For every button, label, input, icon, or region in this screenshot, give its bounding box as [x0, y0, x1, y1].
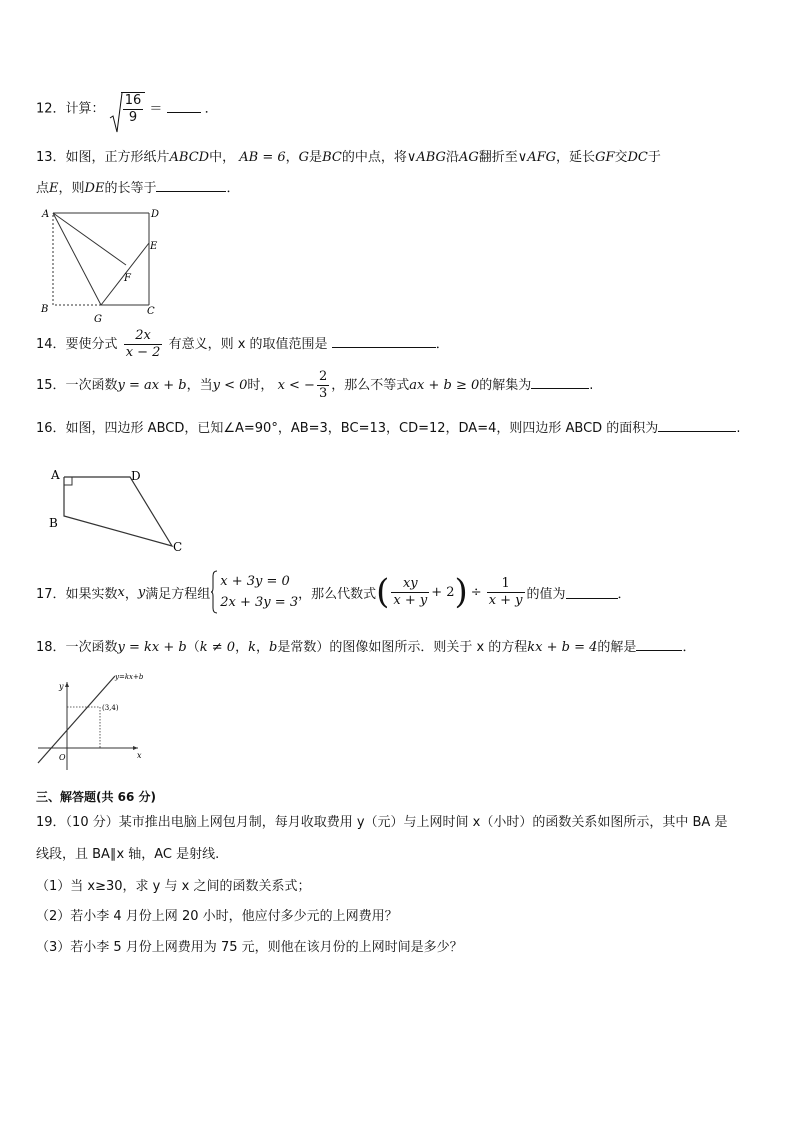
q13-square-figure: [38, 205, 168, 325]
q17-text: 17．如果实数: [36, 586, 118, 602]
q15-end: .: [589, 378, 594, 393]
q13-text: ，则: [58, 181, 85, 196]
right-paren-icon: ): [454, 572, 468, 612]
q18-y-label: y: [59, 682, 64, 691]
q15-text: 时，: [247, 378, 274, 393]
q18-k: k: [248, 640, 256, 655]
question-16: [36, 417, 740, 436]
q15-function: y = ax + b: [117, 378, 187, 393]
q18-function: y = kx + b: [117, 640, 187, 655]
q13-text: ，延长: [556, 150, 596, 165]
q17-y: y: [137, 584, 146, 600]
q13-text: 13．如图，正方形纸片: [36, 150, 170, 165]
q18-line-label: y=kx+b: [115, 673, 144, 681]
question-14: [36, 328, 449, 361]
q18-sep: ，: [235, 640, 249, 655]
q13-text: 翻折至: [478, 150, 518, 165]
radical-sign-icon: [109, 92, 123, 134]
question-17: [36, 570, 631, 614]
q13-bc: BC: [322, 150, 342, 165]
q13-answer-blank: [156, 179, 226, 192]
q18-graph-figure: [34, 670, 156, 776]
q18-origin-label: O: [59, 753, 66, 762]
q17-sep: ，: [124, 586, 138, 602]
q13-ab: AB = 6: [239, 150, 286, 165]
q13-text: 的中点，将: [341, 150, 407, 165]
q14-answer-blank: [332, 335, 436, 348]
q13-gf: GF: [595, 150, 615, 165]
q13-text: 点: [36, 181, 50, 196]
q18-answer-blank: [636, 638, 682, 651]
q13-label-f: F: [124, 273, 131, 284]
question-12: [36, 92, 218, 126]
q13-label-g: G: [94, 314, 102, 325]
q15-fraction: [317, 369, 329, 402]
q15-num: 2: [318, 369, 328, 384]
question-15: [36, 369, 593, 402]
q16-end: .: [736, 421, 741, 436]
q13-e: E: [49, 181, 59, 196]
q13-g: G: [298, 150, 310, 165]
q18-point-label: (3,4): [102, 704, 119, 712]
q13-text: 沿: [445, 150, 459, 165]
q18-paren: （: [186, 640, 200, 655]
q17-end: ．: [617, 586, 631, 602]
q18-text: 的解是: [597, 640, 637, 655]
q13-ag: AG: [458, 150, 479, 165]
q13-square-outline: [53, 213, 149, 305]
q17-f1-num: xy: [391, 576, 429, 593]
q15-text: ，当: [186, 378, 213, 393]
q17-plus-2: + 2: [431, 584, 455, 600]
q17-f2-den: x + y: [488, 592, 523, 608]
right-angle-icon: [64, 477, 72, 485]
q15-text: 的解集为: [479, 378, 532, 393]
q12-rad-num: 16: [124, 93, 142, 108]
q13-label-e: E: [150, 241, 158, 252]
q19-sub-3: （3）若小李 5 月份上网费用为 75 元，则他在该月份的上网时间是多少？: [36, 940, 463, 955]
q15-den: 3: [318, 386, 328, 401]
section-3-title: 三、解答题(共 66 分): [36, 790, 157, 804]
q16-answer-blank: [658, 419, 736, 432]
q13-label-d: D: [151, 209, 160, 220]
q13-label-a: A: [42, 209, 50, 220]
q17-f1-den: x + y: [393, 592, 428, 608]
q17-text: 满足方程组: [145, 586, 211, 602]
q17-text: 的值为: [526, 586, 566, 602]
q13-text: 交: [614, 150, 628, 165]
q13-segment-ag: [53, 213, 101, 305]
q13-label-b: B: [41, 304, 49, 315]
q18-text: 18．一次函数: [36, 640, 118, 655]
brace-icon: [210, 570, 218, 614]
q18-line: [38, 676, 115, 763]
q12-text: 12．计算：: [36, 101, 105, 117]
q13-label-c: C: [147, 306, 155, 317]
q13-text: 是: [309, 150, 323, 165]
q19-sub-2: （2）若小李 4 月份上网 20 小时，他应付多少元的上网费用？: [36, 909, 398, 924]
q13-end: ．: [226, 181, 240, 196]
q14-den: x − 2: [125, 345, 161, 360]
question-13-line-1: [36, 146, 661, 165]
q15-text: 15．一次函数: [36, 378, 118, 393]
question-18: [36, 636, 695, 655]
q14-end: ．: [435, 337, 449, 352]
q18-sep: ，: [255, 640, 269, 655]
q17-f2-num: 1: [487, 576, 525, 593]
q15-condition: y < 0: [212, 378, 248, 393]
q14-text: 14．要使分式: [36, 337, 118, 352]
question-13-line-2: [36, 177, 239, 196]
q12-rad-den: 9: [128, 110, 138, 125]
q13-dc: DC: [627, 150, 648, 165]
q19-sub-1: （1）当 x≥30，求 y 与 x 之间的函数关系式；: [36, 879, 311, 894]
q13-abcd: ABCD: [169, 150, 210, 165]
q13-sep: ，: [285, 150, 299, 165]
q16-label-b: B: [49, 516, 58, 530]
q16-label-c: C: [173, 540, 183, 554]
q13-tri-afg: ∨AFG: [517, 150, 557, 165]
q16-quadrilateral-figure: [44, 462, 194, 556]
q17-answer-blank: [566, 586, 618, 599]
q16-text: 16．如图，四边形 ABCD，已知∠A=90°，AB=3，BC=13，CD=12，DA=4，则四边形 ABCD 的面积为: [36, 421, 659, 436]
q12-sqrt: [109, 92, 146, 126]
q13-text: 于: [647, 150, 661, 165]
q18-b: b: [269, 640, 278, 655]
q17-equation-2: 2x + 3y = 3: [220, 595, 299, 610]
q15-text: ，那么不等式: [331, 378, 410, 393]
q13-text: 中，: [209, 150, 236, 165]
q16-label-d: D: [131, 469, 141, 483]
q17-x: x: [117, 584, 125, 600]
q15-x-lt: x < −: [277, 378, 315, 393]
q13-text: 的长等于: [104, 181, 157, 196]
q12-answer-blank: [167, 100, 201, 113]
q18-end: ．: [682, 640, 696, 655]
q17-equation-1: x + 3y = 0: [220, 574, 290, 589]
q17-fraction-1: [391, 576, 429, 609]
q17-fraction-2: [487, 576, 525, 609]
y-axis-arrow-icon: [65, 682, 69, 687]
x-axis-arrow-icon: [133, 746, 138, 750]
q18-text: 是常数）的图像如图所示．则关于 x 的方程: [277, 640, 528, 655]
q14-fraction: [124, 328, 163, 361]
q13-tri-abg: ∨ABG: [406, 150, 446, 165]
q18-k-ne-0: k ≠ 0: [199, 640, 236, 655]
q14-text: 有意义，则 x 的取值范围是: [168, 337, 328, 352]
q17-text: ，那么代数式: [298, 586, 377, 602]
q16-label-a: A: [51, 468, 60, 482]
q15-inequality: ax + b ≥ 0: [409, 378, 480, 393]
q17-divide: ÷: [470, 584, 482, 600]
q18-equation: kx + b = 4: [527, 640, 598, 655]
q16-quadrilateral: [64, 477, 172, 546]
q18-x-label: x: [137, 751, 142, 760]
q15-answer-blank: [531, 376, 589, 389]
q13-segment-af: [53, 213, 126, 265]
q12-end: ．: [204, 101, 218, 117]
left-paren-icon: (: [376, 572, 390, 612]
q13-de: DE: [84, 181, 105, 196]
q19-line-1: 19．（10 分）某市推出电脑上网包月制，每月收取费用 y（元）与上网时间 x（小时）的函数关系如图所示，其中 BA 是: [36, 815, 728, 830]
q14-num: 2x: [124, 328, 163, 345]
q19-line-2: 线段，且 BA∥x 轴，AC 是射线.: [36, 847, 220, 862]
q12-eq: ＝: [149, 101, 163, 117]
